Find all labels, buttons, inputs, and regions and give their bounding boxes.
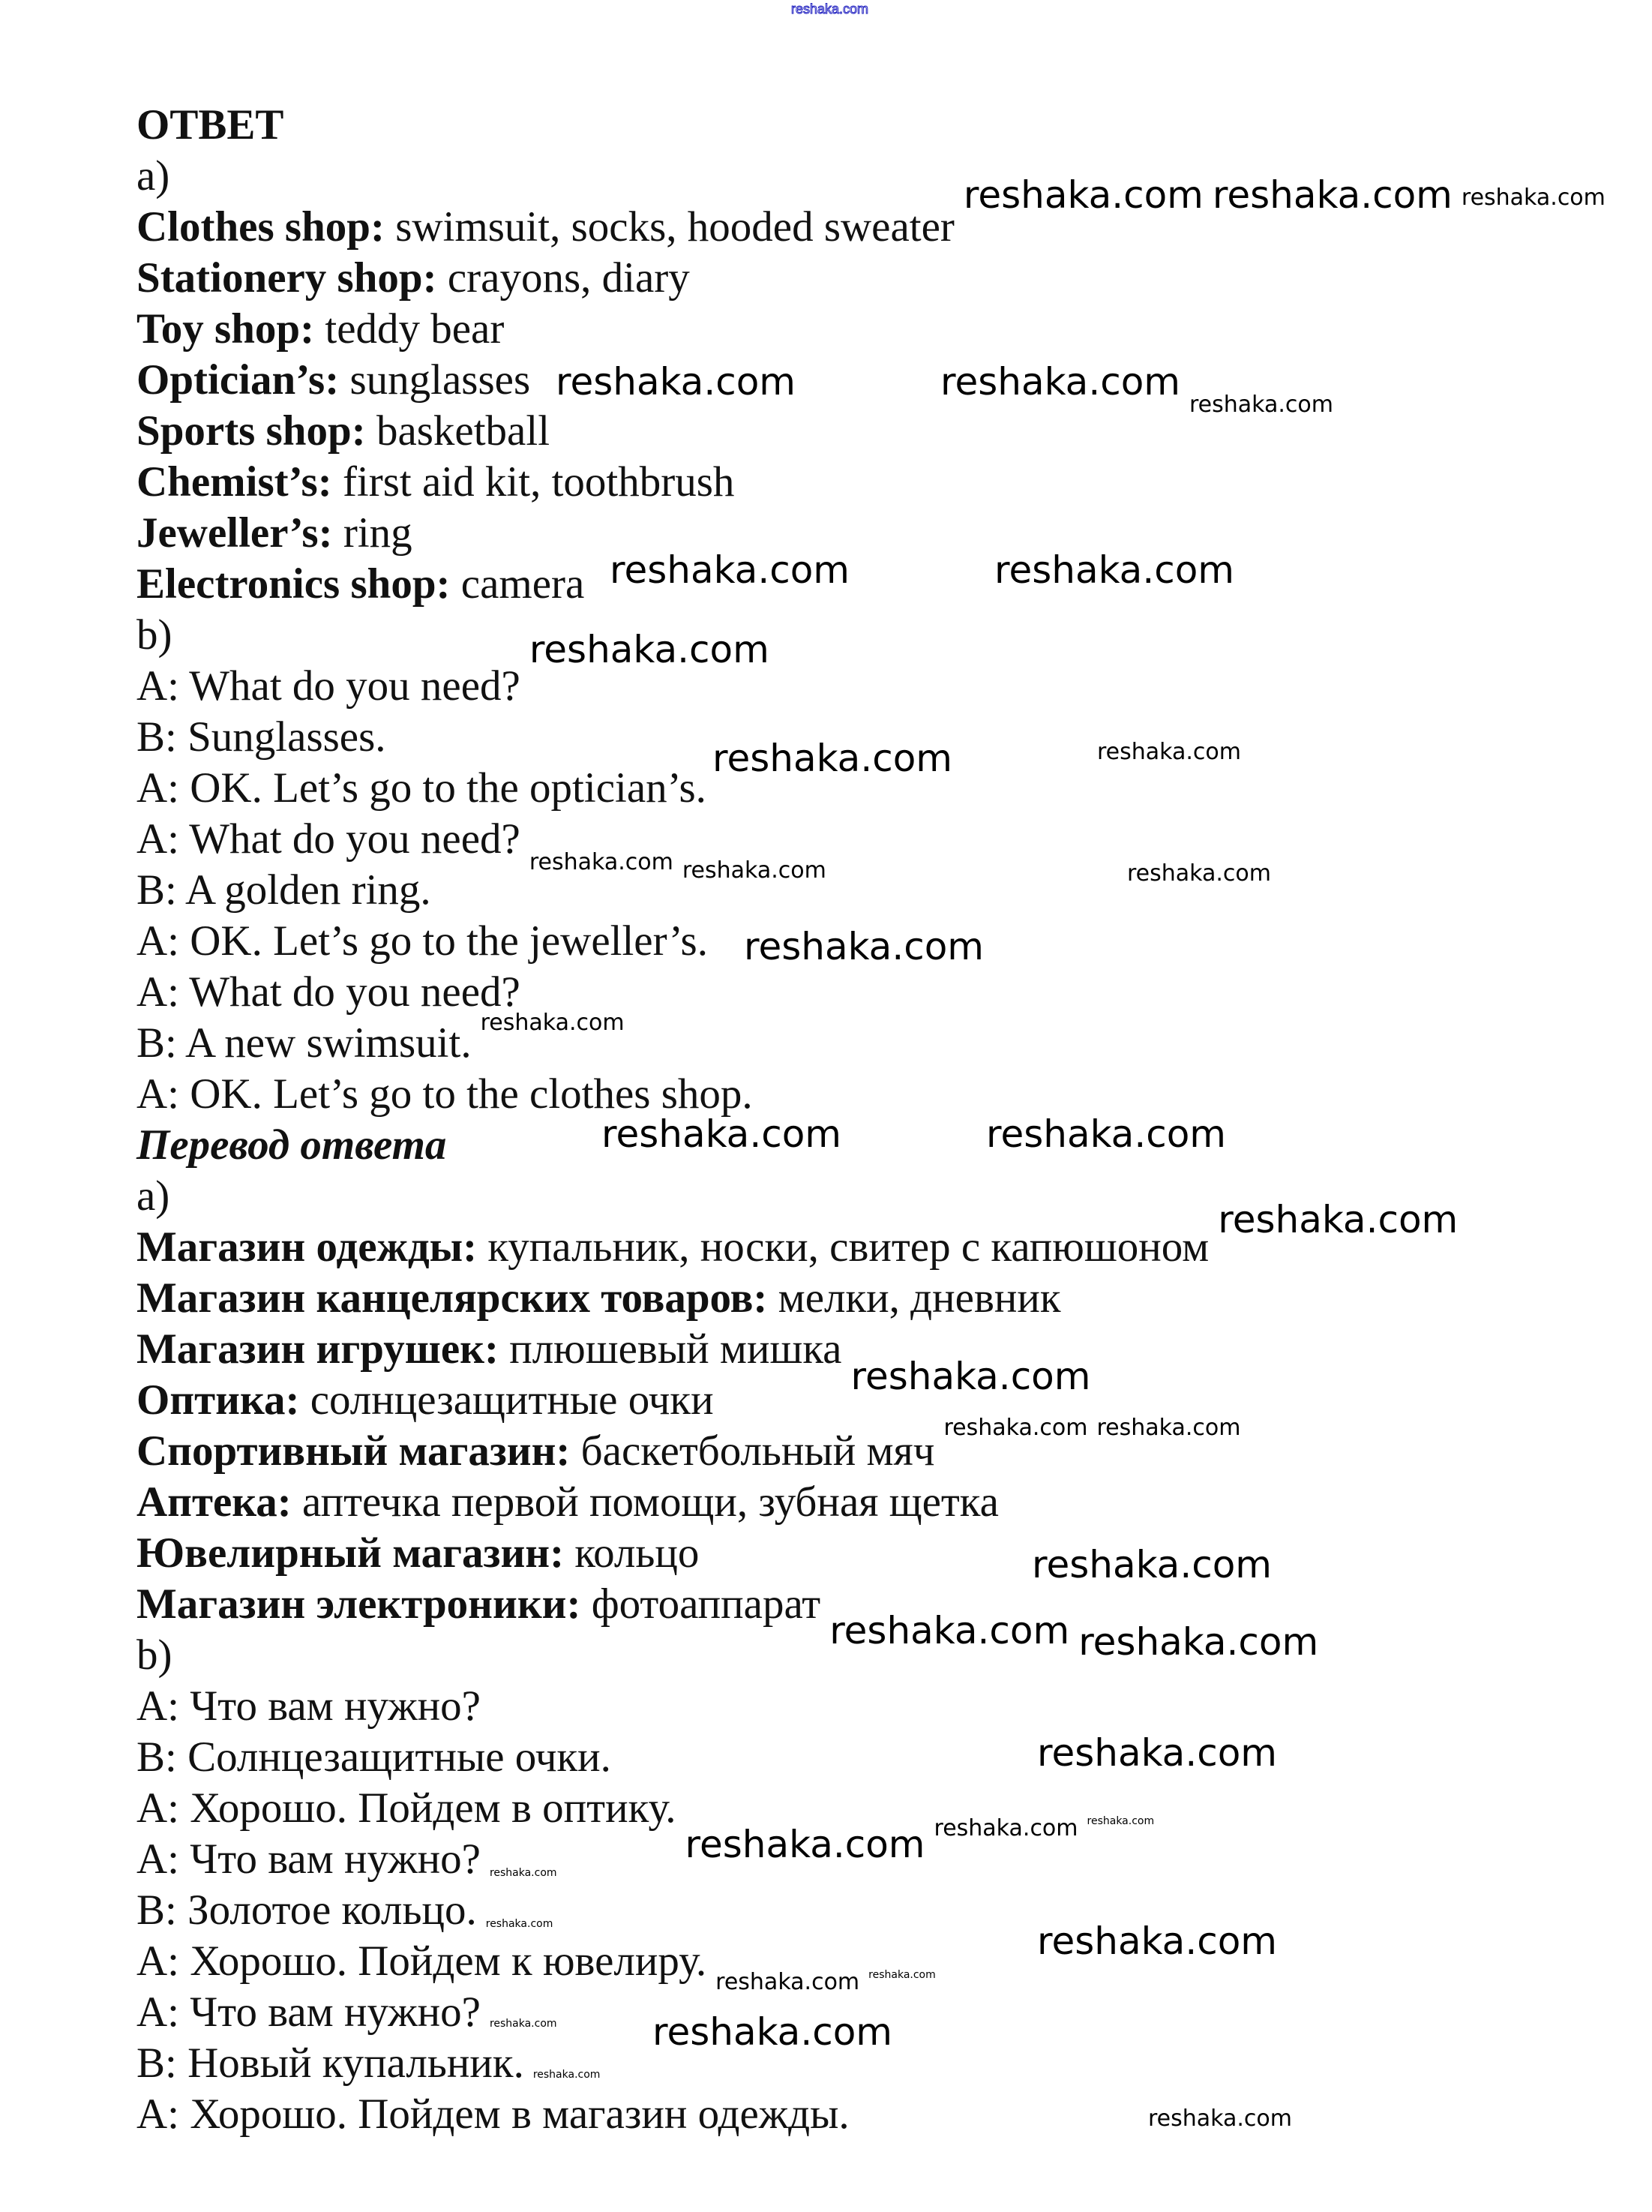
text-line: [136, 916, 1209, 967]
line-text: A: What do you need?: [136, 815, 520, 863]
watermark: reshaka.com: [940, 360, 1180, 404]
watermark: reshaka.com: [943, 1415, 1088, 1441]
line-label: Ювелирный магазин:: [136, 1529, 565, 1577]
watermark: reshaka.com: [652, 2010, 892, 2054]
watermark: reshaka.com: [1218, 1198, 1459, 1241]
line-label: Оптика:: [136, 1376, 300, 1424]
watermark: reshaka.com: [829, 1609, 1070, 1652]
line-text: солнцезащитные очки: [299, 1376, 714, 1424]
text-line: [136, 1018, 1209, 1069]
line-label: Перевод ответа: [136, 1121, 447, 1169]
line-text: A: Что вам нужно?: [136, 1988, 481, 2036]
text-line: [136, 304, 1209, 355]
watermark: reshaka.com: [963, 173, 1204, 217]
line-text: teddy bear: [314, 305, 505, 353]
watermark: reshaka.com: [1096, 1415, 1241, 1441]
line-text: B: Солнцезащитные очки.: [136, 1733, 611, 1781]
line-text: B: A new swimsuit.: [136, 1019, 472, 1067]
answer-heading: [136, 100, 1209, 151]
text-line: [136, 1834, 1209, 1885]
watermark: reshaka.com: [480, 1010, 625, 1036]
line-text: b): [136, 611, 172, 659]
text-line: [136, 967, 1209, 1018]
watermark: reshaka.com: [850, 1355, 1091, 1398]
line-text: swimsuit, socks, hooded sweater: [384, 203, 955, 251]
watermark: reshaka.com: [712, 737, 952, 780]
text-line: [136, 1222, 1209, 1273]
watermark: reshaka.com: [868, 1969, 936, 1981]
watermark: reshaka.com: [744, 925, 984, 968]
line-text: A: Что вам нужно?: [136, 1835, 481, 1883]
text-line: [136, 406, 1209, 457]
watermark: reshaka.com: [715, 1969, 860, 1995]
line-text: B: A golden ring.: [136, 866, 431, 914]
text-line: [136, 1171, 1209, 1222]
watermark: reshaka.com: [532, 2069, 601, 2081]
watermark: reshaka.com: [1087, 1815, 1155, 1827]
line-text: ring: [332, 509, 412, 557]
line-label: Спортивный магазин:: [136, 1427, 571, 1475]
line-text: A: What do you need?: [136, 662, 520, 710]
text-line: [136, 1681, 1209, 1732]
watermark: reshaka.com: [1078, 1620, 1319, 1664]
line-text: basketball: [365, 407, 550, 455]
text-line: [136, 253, 1209, 304]
text-line: [136, 1477, 1209, 1528]
line-label: Optician’s:: [136, 356, 340, 404]
watermark: reshaka.com: [1461, 185, 1606, 211]
line-text: кольцо: [564, 1529, 700, 1577]
watermark: reshaka.com: [1032, 1543, 1272, 1586]
line-text: купальник, носки, свитер с капюшоном: [477, 1223, 1210, 1271]
watermark: reshaka.com: [529, 628, 769, 671]
watermark: reshaka.com: [682, 857, 826, 884]
line-label: Toy shop:: [136, 305, 315, 353]
line-text: a): [136, 152, 170, 200]
line-label: Магазин канцелярских товаров:: [136, 1274, 768, 1322]
line-text: A: OK. Let’s go to the jeweller’s.: [136, 917, 708, 965]
line-text: мелки, дневник: [767, 1274, 1061, 1322]
watermark: reshaka.com: [610, 548, 850, 592]
watermark: reshaka.com: [986, 1112, 1226, 1156]
line-text: camera: [450, 560, 585, 608]
line-text: A: Хорошо. Пойдем в магазин одежды.: [136, 2090, 850, 2138]
line-text: аптечка первой помощи, зубная щетка: [291, 1478, 999, 1526]
line-label: Магазин электроники:: [136, 1580, 581, 1628]
line-label: Chemist’s:: [136, 458, 332, 506]
line-label: Sports shop:: [136, 407, 366, 455]
text-line: [136, 1273, 1209, 1324]
watermark: reshaka.com: [685, 1823, 925, 1866]
line-label: Clothes shop:: [136, 203, 385, 251]
watermark: reshaka.com: [1189, 392, 1333, 418]
watermark: reshaka.com: [934, 1815, 1078, 1841]
header-watermark: reshaka.com: [791, 2, 869, 17]
line-text: A: OK. Let’s go to the optician’s.: [136, 764, 706, 812]
line-text: баскетбольный мяч: [570, 1427, 935, 1475]
watermark: reshaka.com: [556, 360, 796, 404]
watermark: reshaka.com: [485, 1918, 553, 1930]
line-label: Аптека:: [136, 1478, 292, 1526]
line-text: crayons, diary: [436, 254, 690, 302]
watermark: reshaka.com: [529, 849, 673, 875]
watermark: reshaka.com: [1148, 2105, 1292, 2132]
watermark: reshaka.com: [994, 548, 1234, 592]
line-label: Jeweller’s:: [136, 509, 333, 557]
line-text: фотоаппарат: [580, 1580, 821, 1628]
line-text: A: OK. Let’s go to the clothes shop.: [136, 1070, 753, 1118]
line-text: A: Хорошо. Пойдем в оптику.: [136, 1784, 676, 1832]
line-label: Electronics shop:: [136, 560, 451, 608]
line-text: B: Золотое кольцо.: [136, 1886, 477, 1934]
watermark: reshaka.com: [1037, 1919, 1277, 1963]
line-label: Stationery shop:: [136, 254, 437, 302]
line-label: Магазин одежды:: [136, 1223, 478, 1271]
line-text: A: Хорошо. Пойдем к ювелиру.: [136, 1937, 707, 1985]
watermark: reshaka.com: [489, 1867, 557, 1879]
watermark: reshaka.com: [601, 1112, 841, 1156]
line-text: плюшевый мишка: [498, 1325, 842, 1373]
watermark: reshaka.com: [489, 2018, 557, 2030]
line-label: Магазин игрушек:: [136, 1325, 499, 1373]
watermark: reshaka.com: [1037, 1731, 1277, 1775]
line-text: B: Новый купальник.: [136, 2039, 524, 2087]
line-text: b): [136, 1631, 172, 1679]
watermark: reshaka.com: [1212, 173, 1453, 217]
line-text: B: Sunglasses.: [136, 713, 386, 761]
text-line: [136, 712, 1209, 763]
watermark: reshaka.com: [1127, 860, 1271, 887]
text-line: [136, 2089, 1209, 2140]
line-text: A: What do you need?: [136, 968, 520, 1016]
line-text: first aid kit, toothbrush: [331, 458, 735, 506]
text-line: [136, 763, 1209, 814]
line-label: ОТВЕТ: [136, 101, 284, 149]
text-line: [136, 457, 1209, 508]
line-text: sunglasses: [339, 356, 531, 404]
line-text: a): [136, 1172, 170, 1220]
line-text: A: Что вам нужно?: [136, 1682, 481, 1730]
watermark: reshaka.com: [1097, 739, 1241, 765]
